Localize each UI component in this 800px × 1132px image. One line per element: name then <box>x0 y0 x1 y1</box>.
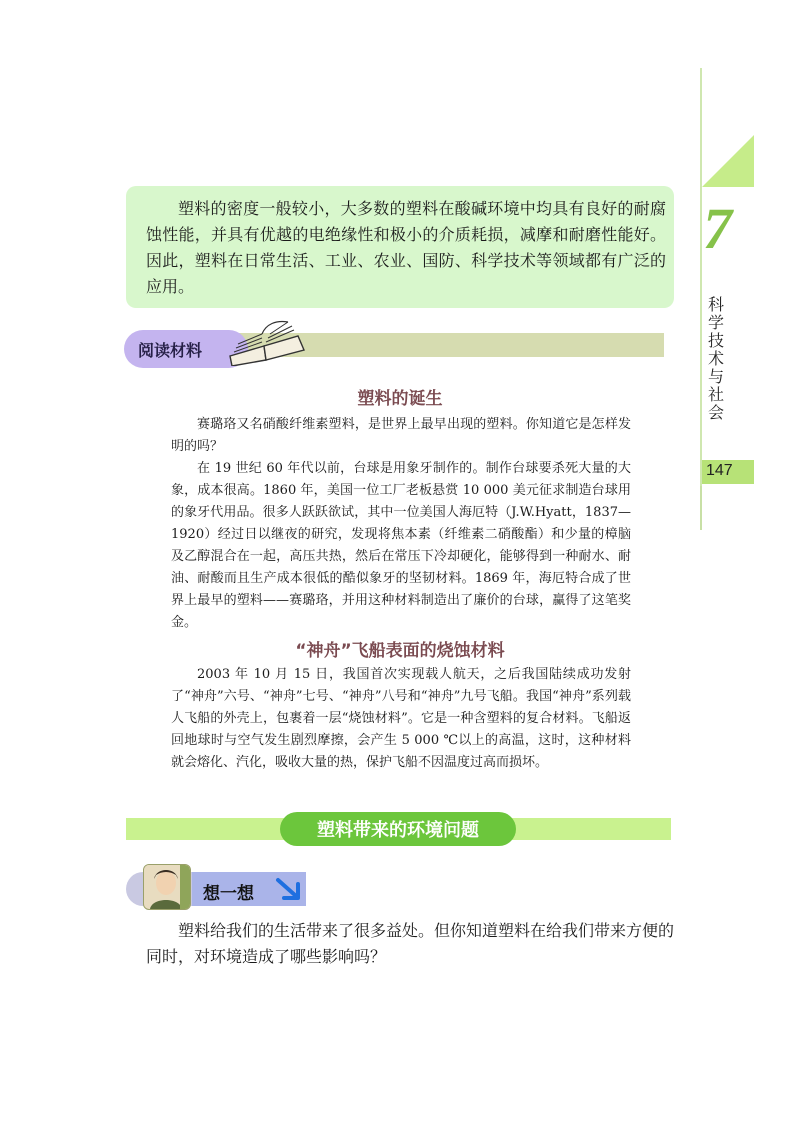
chapter-title: 科学技术与社会 <box>708 295 725 422</box>
arrow-down-right-icon <box>274 876 302 902</box>
chapter-number: 7 <box>703 196 732 261</box>
paragraph: 在 19 世纪 60 年代以前，台球是用象牙制作的。制作台球要杀死大量的大象，成本很高。1860 年，美国一位工厂老板悬赏 10 000 美元征求制造台球用的象牙代用品。很多人跃跃欲试，其中一位美国人海厄特（J.W.Hyatt，1837—1920）经过日以继夜的研究，发现将焦本素（纤维素二硝酸酯）和少量的樟脑及乙醇混合在一起，高压共热，然后在常压下冷却硬化，能够得到一种耐水、耐油、耐酸而且生产成本很低的酷似象牙的坚韧材料。1869 年，海厄特合成了世界上最早的塑料——赛璐珞，并用这种材料制造出了廉价的台球，赢得了这笔奖金。 <box>171 461 631 630</box>
open-book-icon <box>226 316 308 366</box>
think-question: 塑料给我们的生活带来了很多益处。但你知道塑料在给我们带来方便的同时，对环境造成了哪些影响吗？ <box>146 921 675 966</box>
intro-text: 塑料的密度一般较小，大多数的塑料在酸碱环境中均具有良好的耐腐蚀性能，并具有优越的电绝缘性和极小的介质耗损，减摩和耐磨性能好。因此，塑料在日常生活、工业、农业、国防、科学技术等领域都有广泛的应用。 <box>146 199 666 296</box>
page-number: 147 <box>706 462 733 479</box>
paragraph: 赛璐珞又名硝酸纤维素塑料，是世界上最早出现的塑料。你知道它是怎样发明的吗？ <box>171 417 631 454</box>
article-body-plastic-birth <box>171 414 631 634</box>
article-title-shenzhou: “神舟”飞船表面的烧蚀材料 <box>295 641 505 661</box>
article-title-plastic-birth: 塑料的诞生 <box>357 389 443 409</box>
student-photo <box>143 864 191 910</box>
think-label: 想一想 <box>203 884 254 904</box>
reading-label: 阅读材料 <box>138 341 203 360</box>
section-header: 塑料带来的环境问题 <box>317 820 479 841</box>
chapter-corner-triangle <box>702 135 754 187</box>
margin-rule-bottom <box>700 486 702 530</box>
student-photo-image <box>144 865 190 909</box>
paragraph: 2003 年 10 月 15 日，我国首次实现载人航天，之后我国陆续成功发射了“神舟”六号、“神舟”七号、“神舟”八号和“神舟”九号飞船。我国“神舟”系列载人飞船的外壳上，包裹着一层“烧蚀材料”。它是一种含塑料的复合材料。飞船返回地球时与空气发生剧烈摩擦，会产生 5 000 ℃以上的高温，这时，这种材料就会熔化、汽化，吸收大量的热，保护飞船不因温度过高而损坏。 <box>171 667 631 770</box>
article-body-shenzhou <box>171 664 631 774</box>
